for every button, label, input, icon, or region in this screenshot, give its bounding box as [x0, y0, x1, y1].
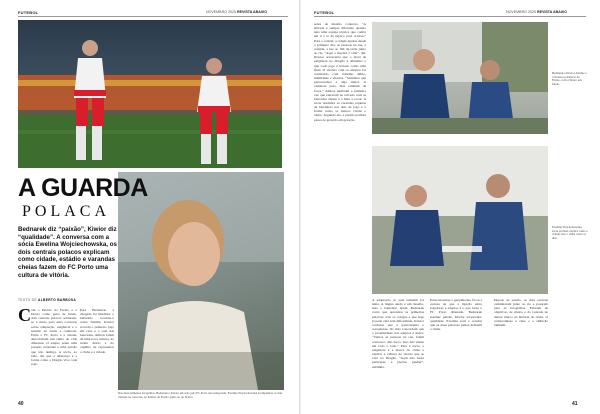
- right-body-column-2: A adaptação ao país também foi tema. A língua ainda é um desafio, mas o balneário ajuda. Bednarek conta que aprendeu as primeiras palavras com os colegas e que hoje já pede café sem dificuldade. Kiwior confessa que a gastronomia o conquistou. Os dois concordam que a proximidade dos adeptos é única: “Vemos as pessoas na rua, falam connosco, dão força. Isso não existe em todo o lado.” Para a sócia, a exigência é a marca do clube e explica a cultura de vitória que se vive no Dragão. “Aqui não basta participar, é preciso ganhar”, sublinha.: [372, 298, 424, 369]
- left-magazine-name: REVISTA ABAIXO: [236, 10, 267, 14]
- article-byline: TEXTO DE ALBERTO BARBOSA: [18, 298, 77, 302]
- left-photo-caption: Nas duas primeiras fotografias, Bednarek e Kiwior em ação pelo FC Porto esta temporada. Ewelina Wojciechowska acompanhou os dois centrais na conversa, no Palácio do Freixo, junto ao rio Douro.: [118, 392, 283, 399]
- ewelina-portrait-photo: [118, 172, 284, 390]
- article-title: A GUARDA: [18, 174, 148, 202]
- right-body-column-4: Depois da sessão, os dois centrais caminharam junto ao rio e posaram para as fotografias. Falaram de objetivos, de títulos e da vontade de deixar marca na história do clube. O compromisso é claro e a ambição também.: [494, 298, 548, 327]
- right-section-label: FUTEBOL: [314, 10, 335, 15]
- right-side-caption-1: Bednarek e Kiwior durante a conversa no Palácio do Freixo, com o Douro em fundo.: [552, 72, 587, 86]
- right-magazine-name: REVISTA ABAIXO: [536, 10, 567, 14]
- left-body-column-2: Para Bednarek, a chegada foi imediata: o balneário recebeu-o como família. Kiwior recorda o primeiro jogo em casa e o som das bancadas. Ambos falam de uma nova cultura, do treino diário e do orgulho de representar o clube e a cidade.: [80, 308, 114, 354]
- right-body-column-3: Entre histórias e gargalhadas, ficou a certeza de que a ligação entre jogadores e adeptos é o que torna o FC Porto diferente. Bednarek resume: paixão. Kiwior acrescenta: qualidade. Ewelina sorri e conclui que as duas palavras juntas definem o clube.: [430, 298, 482, 332]
- left-body-column-1: om o Palácio do Freixo e o Douro como pano de fundo, dois centrais polacos sentaram-se à mesa para uma conversa sobre adaptação, exigência e o sentido de vestir a camisola. Entre o FC Porto e a cidade, descobriram um ritmo de vida diferente. O adepto sente uma pressão constante e uma paixão que não desliga. A sócia, ao lado, diz que a diferença é a forma como o Dragão vive cada jogo.: [31, 308, 77, 367]
- football-players-photo: [18, 20, 282, 168]
- page-spine: [299, 0, 301, 414]
- right-issue-date: NOVEMBRO 2025 REVISTA ABAIXO: [506, 10, 567, 14]
- left-header-rule: [18, 16, 288, 17]
- left-section-label: FUTEBOL: [18, 10, 39, 15]
- right-body-column-1: senta de mesmo contexto. “A entrada é sempre diferente quando tens uma equipa técnica que confia em ti e te dá espaço para crescer.” Para o central, a cidade ajudou desde o primeiro dia: as pessoas na rua, a comida, a luz ao fim da tarde junto ao rio. “Aqui o futebol é vida”, diz. Kiwior acrescenta que o nível de exigência no Dragão é altíssimo e que cada jogo é tratado como uma final. O vínculo com os adeptos foi construído com trabalho diário, humildade e vitórias. “Sentimos que pertencemos a algo maior. A camisola pesa, mas também dá força.” Ambos lembram a primeira vez que entraram no relvado com as bancadas cheias e o hino a ecoar. A sócia relembra as varandas repletas de bandeiras nos dias de jogo e a forma como os bairros vivem o clube. Segundo ela, a paixão portista passa de geração em geração.: [314, 22, 366, 122]
- drop-cap: C: [18, 305, 31, 325]
- left-issue-date: NOVEMBRO 2025 REVISTA ABAIXO: [206, 10, 267, 14]
- right-page-number: 41: [572, 401, 578, 407]
- right-side-caption-2: Ewelina Wojciechowska, sócia portista, explica como a cidade vive o clube todos os dias.: [552, 226, 588, 240]
- interview-photo-top: [372, 22, 548, 134]
- article-standfirst: Bednarek diz “paixão”, Kiwior diz “qualidade”. A conversa com a sócia Ewelina Wojciechowska, os dois centrais polacos explicam como cidade, estádio e varandas cheias fazem do FC Porto uma cultura de vitória.: [18, 226, 117, 279]
- article-subtitle: POLACA: [22, 203, 111, 220]
- interview-photo-bottom: [372, 146, 548, 294]
- left-page-number: 40: [18, 401, 24, 407]
- right-header-rule: [314, 16, 586, 17]
